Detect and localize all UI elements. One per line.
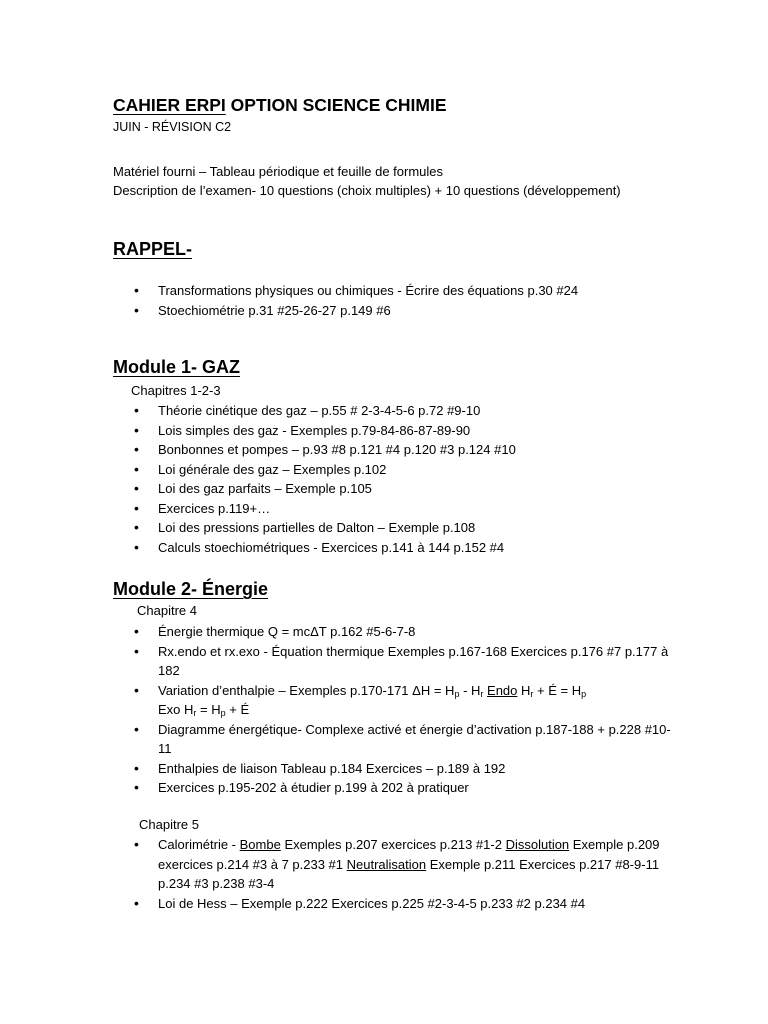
rappel-list xyxy=(113,281,673,320)
bombe-label: Bombe xyxy=(239,837,281,852)
chapter4-list xyxy=(113,622,673,798)
module2-chapter4: Chapitre 4 xyxy=(137,603,197,618)
chapter5-list xyxy=(113,835,673,913)
module2-chapter5: Chapitre 5 xyxy=(139,817,199,832)
rappel-heading: RAPPEL- xyxy=(113,239,193,259)
endo-label: Endo xyxy=(487,682,518,698)
list-item: • Exercices p.195-202 à étudier p.199 à 202 à pratiquer xyxy=(113,778,673,798)
list-item: • Diagramme énergétique- Complexe activé et énergie d’activation p.187-188 + p.228 #10-11 xyxy=(113,720,673,759)
module1-list xyxy=(113,401,673,557)
dissolution-label: Dissolution xyxy=(505,837,570,852)
list-item: • Exercices p.119+… xyxy=(113,499,673,519)
title-underlined-part: CAHIER ERPI xyxy=(113,95,226,115)
module1-chapters: Chapitres 1-2-3 xyxy=(131,383,221,398)
list-item: • Loi générale des gaz – Exemples p.102 xyxy=(113,460,673,480)
document-subtitle: JUIN - RÉVISION C2 xyxy=(113,120,232,134)
title-rest: OPTION SCIENCE CHIMIE xyxy=(225,95,447,115)
list-item-calorimetry: • Calorimétrie - Bombe Exemples p.207 exercices p.213 #1-2 Dissolution Exemple p.209 exercices p.214 #3 à 7 p.233 #1 Neutralisation Exemple p.211 Exercices p.217 #8-9-11 p.234 #3 p.238 #3-4 xyxy=(113,835,673,894)
list-item: • Lois simples des gaz - Exemples p.79-84-86-87-89-90 xyxy=(113,421,673,441)
list-item: • Loi des pressions partielles de Dalton – Exemple p.108 xyxy=(113,518,673,538)
module1-heading: Module 1- GAZ xyxy=(113,357,240,377)
list-item: • Loi des gaz parfaits – Exemple p.105 xyxy=(113,479,673,499)
list-item: • Théorie cinétique des gaz – p.55 # 2-3-4-5-6 p.72 #9-10 xyxy=(113,401,673,421)
intro-material: Matériel fourni – Tableau périodique et feuille de formules xyxy=(113,164,444,179)
list-item: • Loi de Hess – Exemple p.222 Exercices p.225 #2-3-4-5 p.233 #2 p.234 #4 xyxy=(113,894,673,914)
module2-heading: Module 2- Énergie xyxy=(113,579,269,599)
neutralisation-label: Neutralisation xyxy=(346,856,427,872)
intro-description: Description de l’examen- 10 questions (choix multiples) + 10 questions (développement) xyxy=(113,183,621,198)
list-item: • Stoechiométrie p.31 #25-26-27 p.149 #6 xyxy=(113,301,673,321)
list-item: • Transformations physiques ou chimiques - Écrire des équations p.30 #24 xyxy=(113,281,673,301)
document-title xyxy=(113,95,447,116)
list-item-enthalpy: • Variation d’enthalpie – Exemples p.170-171 $\Delta H = H_p - H_r$ Endo $H_r$ + É = $H_p$ Exo $H_r = H_p$ + É xyxy=(113,681,673,720)
list-item: • Bonbonnes et pompes – p.93 #8 p.121 #4 p.120 #3 p.124 #10 xyxy=(113,440,673,460)
list-item: • Calculs stoechiométriques - Exercices p.141 à 144 p.152 #4 xyxy=(113,538,673,558)
list-item: • Énergie thermique Q = mcΔT p.162 #5-6-7-8 xyxy=(113,622,673,642)
list-item: • Enthalpies de liaison Tableau p.184 Exercices – p.189 à 192 xyxy=(113,759,673,779)
list-item: • Rx.endo et rx.exo - Équation thermique Exemples p.167-168 Exercices p.176 #7 p.177 à 182 xyxy=(113,642,673,681)
